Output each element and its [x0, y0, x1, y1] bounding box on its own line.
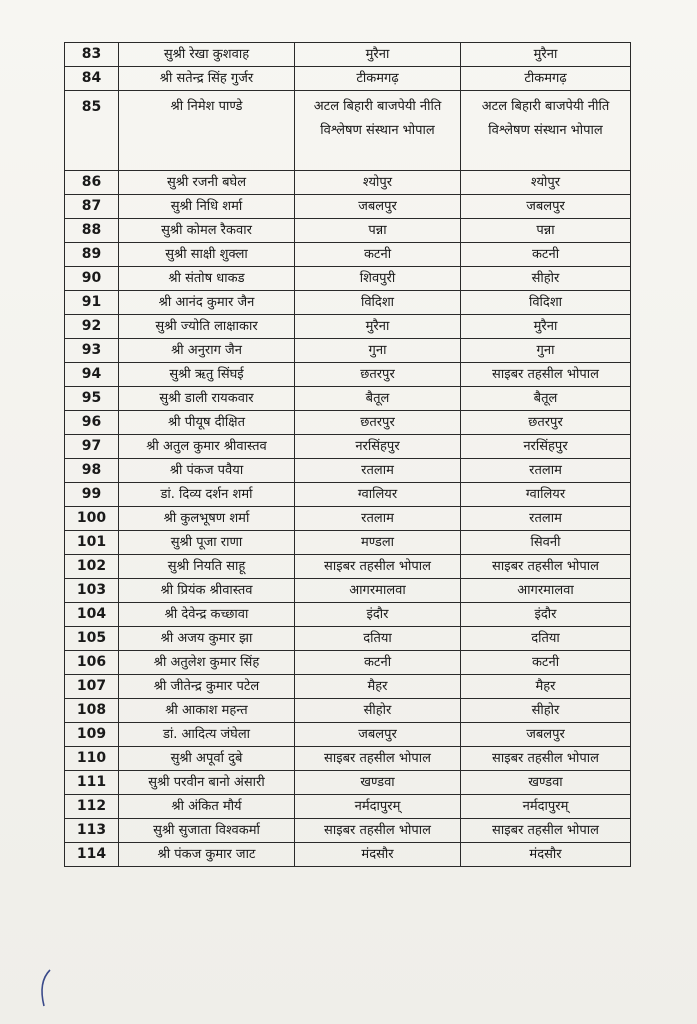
- officer-name-cell: डां. आदित्य जंघेला: [119, 723, 295, 747]
- officer-name-cell: श्री आनंद कुमार जैन: [119, 291, 295, 315]
- table-row: [65, 195, 631, 219]
- table-row: [65, 603, 631, 627]
- table-row: [65, 771, 631, 795]
- new-posting-cell: विदिशा: [461, 291, 631, 315]
- current-posting-cell: जबलपुर: [295, 723, 461, 747]
- serial-number-cell: 94: [65, 363, 119, 387]
- current-posting-cell: पन्ना: [295, 219, 461, 243]
- current-posting-cell: गुना: [295, 339, 461, 363]
- new-posting-cell: दतिया: [461, 627, 631, 651]
- table-row: [65, 555, 631, 579]
- table-row: [65, 723, 631, 747]
- officer-name-cell: सुश्री अपूर्वा दुबे: [119, 747, 295, 771]
- officer-name-cell: श्री देवेन्द्र कच्छावा: [119, 603, 295, 627]
- serial-number-cell: 98: [65, 459, 119, 483]
- table-row: [65, 243, 631, 267]
- serial-number-cell: 83: [65, 43, 119, 67]
- serial-number-cell: 101: [65, 531, 119, 555]
- serial-number-cell: 84: [65, 67, 119, 91]
- current-posting-cell: नरसिंहपुर: [295, 435, 461, 459]
- serial-number-cell: 85: [65, 91, 119, 171]
- table-row: [65, 219, 631, 243]
- serial-number-cell: 106: [65, 651, 119, 675]
- current-posting-cell: रतलाम: [295, 507, 461, 531]
- serial-number-cell: 95: [65, 387, 119, 411]
- table-row: [65, 579, 631, 603]
- officer-name-cell: सुश्री ज्योति लाक्षाकार: [119, 315, 295, 339]
- new-posting-cell: अटल बिहारी बाजपेयी नीति विश्लेषण संस्थान भोपाल: [461, 91, 631, 171]
- serial-number-cell: 110: [65, 747, 119, 771]
- serial-number-cell: 93: [65, 339, 119, 363]
- officer-name-cell: सुश्री रजनी बघेल: [119, 171, 295, 195]
- table-row: [65, 843, 631, 867]
- table-row: [65, 387, 631, 411]
- new-posting-cell: सीहोर: [461, 699, 631, 723]
- serial-number-cell: 90: [65, 267, 119, 291]
- serial-number-cell: 107: [65, 675, 119, 699]
- officer-name-cell: सुश्री रेखा कुशवाह: [119, 43, 295, 67]
- serial-number-cell: 102: [65, 555, 119, 579]
- new-posting-cell: कटनी: [461, 651, 631, 675]
- officer-name-cell: श्री अनुराग जैन: [119, 339, 295, 363]
- officer-name-cell: श्री जीतेन्द्र कुमार पटेल: [119, 675, 295, 699]
- serial-number-cell: 88: [65, 219, 119, 243]
- new-posting-cell: साइबर तहसील भोपाल: [461, 819, 631, 843]
- serial-number-cell: 108: [65, 699, 119, 723]
- officer-name-cell: श्री संतोष धाकड: [119, 267, 295, 291]
- current-posting-cell: अटल बिहारी बाजपेयी नीति विश्लेषण संस्थान भोपाल: [295, 91, 461, 171]
- new-posting-cell: मुरैना: [461, 43, 631, 67]
- new-posting-cell: साइबर तहसील भोपाल: [461, 555, 631, 579]
- table-row: [65, 363, 631, 387]
- current-posting-cell: छतरपुर: [295, 411, 461, 435]
- current-posting-cell: दतिया: [295, 627, 461, 651]
- current-posting-cell: ग्वालियर: [295, 483, 461, 507]
- table-row: [65, 819, 631, 843]
- serial-number-cell: 89: [65, 243, 119, 267]
- new-posting-cell: रतलाम: [461, 507, 631, 531]
- serial-number-cell: 109: [65, 723, 119, 747]
- new-posting-cell: ग्वालियर: [461, 483, 631, 507]
- current-posting-cell: विदिशा: [295, 291, 461, 315]
- table-row: [65, 315, 631, 339]
- officer-name-cell: श्री पंकज पवैया: [119, 459, 295, 483]
- transfer-table-body: [65, 43, 631, 867]
- table-row: [65, 411, 631, 435]
- serial-number-cell: 100: [65, 507, 119, 531]
- officer-name-cell: सुश्री कोमल रैकवार: [119, 219, 295, 243]
- current-posting-cell: साइबर तहसील भोपाल: [295, 747, 461, 771]
- table-row: [65, 267, 631, 291]
- new-posting-cell: रतलाम: [461, 459, 631, 483]
- current-posting-cell: मुरैना: [295, 43, 461, 67]
- table-row: [65, 483, 631, 507]
- table-row: [65, 699, 631, 723]
- current-posting-cell: टीकमगढ़: [295, 67, 461, 91]
- new-posting-cell: मुरैना: [461, 315, 631, 339]
- table-row: [65, 675, 631, 699]
- current-posting-cell: जबलपुर: [295, 195, 461, 219]
- table-row: [65, 339, 631, 363]
- officer-name-cell: श्री कुलभूषण शर्मा: [119, 507, 295, 531]
- serial-number-cell: 113: [65, 819, 119, 843]
- table-row: [65, 651, 631, 675]
- officer-name-cell: श्री निमेश पाण्डे: [119, 91, 295, 171]
- current-posting-cell: मैहर: [295, 675, 461, 699]
- officer-name-cell: श्री सतेन्द्र सिंह गुर्जर: [119, 67, 295, 91]
- table-row: [65, 531, 631, 555]
- table-row: [65, 627, 631, 651]
- current-posting-cell: श्योपुर: [295, 171, 461, 195]
- table-row: [65, 91, 631, 171]
- table-row: [65, 795, 631, 819]
- serial-number-cell: 112: [65, 795, 119, 819]
- new-posting-cell: सिवनी: [461, 531, 631, 555]
- current-posting-cell: शिवपुरी: [295, 267, 461, 291]
- officer-name-cell: श्री प्रियंक श्रीवास्तव: [119, 579, 295, 603]
- new-posting-cell: छतरपुर: [461, 411, 631, 435]
- new-posting-cell: साइबर तहसील भोपाल: [461, 363, 631, 387]
- new-posting-cell: साइबर तहसील भोपाल: [461, 747, 631, 771]
- current-posting-cell: साइबर तहसील भोपाल: [295, 819, 461, 843]
- new-posting-cell: बैतूल: [461, 387, 631, 411]
- officer-name-cell: श्री अजय कुमार झा: [119, 627, 295, 651]
- pen-mark: [36, 968, 56, 1008]
- current-posting-cell: कटनी: [295, 243, 461, 267]
- new-posting-cell: इंदौर: [461, 603, 631, 627]
- serial-number-cell: 87: [65, 195, 119, 219]
- officer-name-cell: सुश्री निधि शर्मा: [119, 195, 295, 219]
- new-posting-cell: सीहोर: [461, 267, 631, 291]
- current-posting-cell: छतरपुर: [295, 363, 461, 387]
- serial-number-cell: 92: [65, 315, 119, 339]
- serial-number-cell: 111: [65, 771, 119, 795]
- new-posting-cell: पन्ना: [461, 219, 631, 243]
- serial-number-cell: 99: [65, 483, 119, 507]
- officer-name-cell: सुश्री ऋतु सिंघई: [119, 363, 295, 387]
- current-posting-cell: इंदौर: [295, 603, 461, 627]
- current-posting-cell: रतलाम: [295, 459, 461, 483]
- serial-number-cell: 96: [65, 411, 119, 435]
- officer-name-cell: श्री अतुल कुमार श्रीवास्तव: [119, 435, 295, 459]
- table-row: [65, 747, 631, 771]
- officer-name-cell: श्री अतुलेश कुमार सिंह: [119, 651, 295, 675]
- transfer-table: [64, 42, 631, 867]
- new-posting-cell: आगरमालवा: [461, 579, 631, 603]
- serial-number-cell: 103: [65, 579, 119, 603]
- serial-number-cell: 105: [65, 627, 119, 651]
- officer-name-cell: डां. दिव्य दर्शन शर्मा: [119, 483, 295, 507]
- serial-number-cell: 97: [65, 435, 119, 459]
- serial-number-cell: 91: [65, 291, 119, 315]
- table-row: [65, 171, 631, 195]
- new-posting-cell: गुना: [461, 339, 631, 363]
- officer-name-cell: श्री अंकित मौर्य: [119, 795, 295, 819]
- new-posting-cell: जबलपुर: [461, 723, 631, 747]
- table-row: [65, 43, 631, 67]
- current-posting-cell: खण्डवा: [295, 771, 461, 795]
- officer-name-cell: सुश्री साक्षी शुक्ला: [119, 243, 295, 267]
- serial-number-cell: 104: [65, 603, 119, 627]
- officer-name-cell: सुश्री नियति साहू: [119, 555, 295, 579]
- current-posting-cell: बैतूल: [295, 387, 461, 411]
- new-posting-cell: श्योपुर: [461, 171, 631, 195]
- officer-name-cell: श्री आकाश महन्त: [119, 699, 295, 723]
- new-posting-cell: मंदसौर: [461, 843, 631, 867]
- table-row: [65, 67, 631, 91]
- table-row: [65, 435, 631, 459]
- serial-number-cell: 114: [65, 843, 119, 867]
- new-posting-cell: खण्डवा: [461, 771, 631, 795]
- current-posting-cell: मण्डला: [295, 531, 461, 555]
- table-row: [65, 459, 631, 483]
- table-row: [65, 507, 631, 531]
- new-posting-cell: कटनी: [461, 243, 631, 267]
- current-posting-cell: साइबर तहसील भोपाल: [295, 555, 461, 579]
- new-posting-cell: नर्मदापुरम्: [461, 795, 631, 819]
- new-posting-cell: नरसिंहपुर: [461, 435, 631, 459]
- table-row: [65, 291, 631, 315]
- officer-name-cell: सुश्री पूजा राणा: [119, 531, 295, 555]
- new-posting-cell: टीकमगढ़: [461, 67, 631, 91]
- officer-name-cell: श्री पीयूष दीक्षित: [119, 411, 295, 435]
- current-posting-cell: आगरमालवा: [295, 579, 461, 603]
- current-posting-cell: सीहोर: [295, 699, 461, 723]
- officer-name-cell: श्री पंकज कुमार जाट: [119, 843, 295, 867]
- serial-number-cell: 86: [65, 171, 119, 195]
- current-posting-cell: मंदसौर: [295, 843, 461, 867]
- new-posting-cell: जबलपुर: [461, 195, 631, 219]
- officer-name-cell: सुश्री डाली रायकवार: [119, 387, 295, 411]
- officer-name-cell: सुश्री सुजाता विश्वकर्मा: [119, 819, 295, 843]
- current-posting-cell: कटनी: [295, 651, 461, 675]
- current-posting-cell: मुरैना: [295, 315, 461, 339]
- officer-name-cell: सुश्री परवीन बानो अंसारी: [119, 771, 295, 795]
- current-posting-cell: नर्मदापुरम्: [295, 795, 461, 819]
- new-posting-cell: मैहर: [461, 675, 631, 699]
